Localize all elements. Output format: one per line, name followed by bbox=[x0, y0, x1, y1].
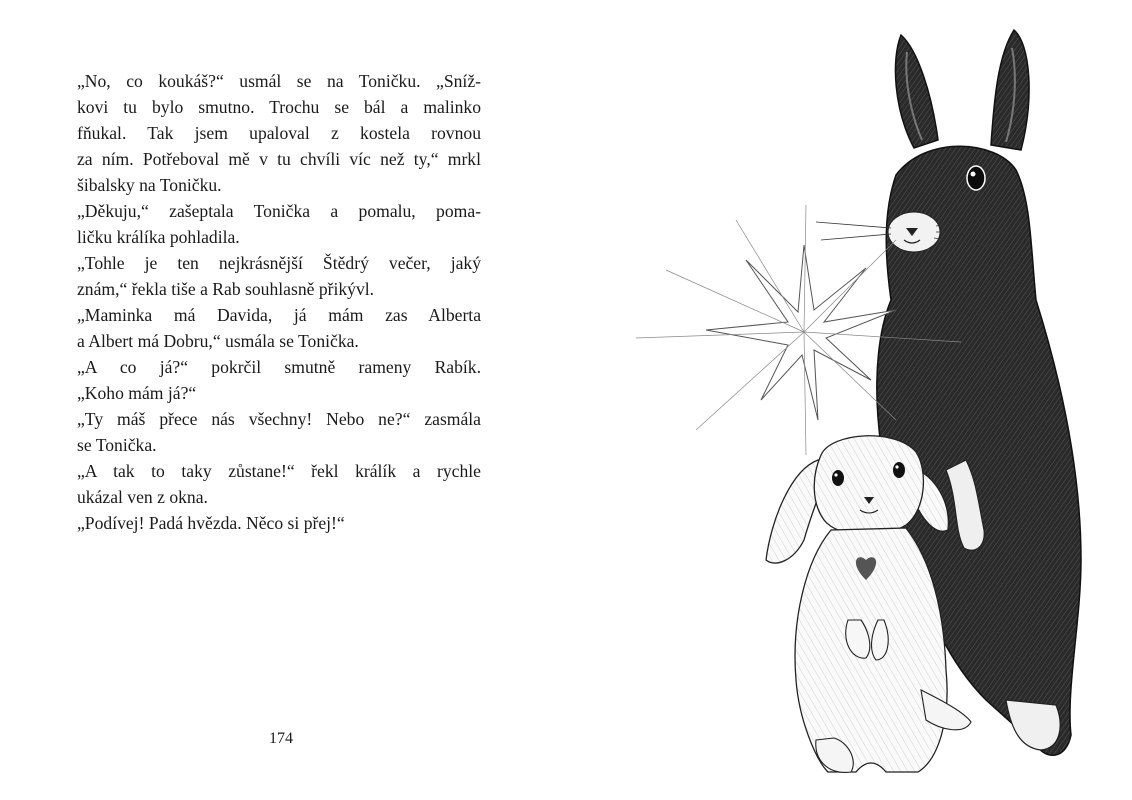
text-line: za ním. Potřeboval mě v tu chvíli víc než ty,“ mrkl bbox=[77, 149, 481, 169]
text-line: se Tonička. bbox=[77, 435, 157, 455]
text-line: fňukal. Tak jsem upaloval z kostela rovnou bbox=[77, 123, 481, 143]
text-line: a Albert má Dobru,“ usmála se Tonička. bbox=[77, 331, 359, 351]
text-line: „Děkuju,“ zašeptala Tonička a pomalu, poma- bbox=[77, 201, 481, 221]
paragraph bbox=[77, 198, 481, 250]
page-number: 174 bbox=[269, 730, 293, 747]
text-line: „Tohle je ten nejkrásnější Štědrý večer, jaký bbox=[77, 253, 481, 273]
text-line: „Maminka má Davida, já mám zas Alberta bbox=[77, 305, 481, 325]
text-line: šibalsky na Toničku. bbox=[77, 175, 222, 195]
paragraph bbox=[77, 250, 481, 302]
right-page bbox=[566, 0, 1132, 800]
text-line: ličku králíka pohladila. bbox=[77, 227, 240, 247]
text-line: „Ty máš přece nás všechny! Nebo ne?“ zasmála bbox=[77, 409, 481, 429]
text-line: „A co já?“ pokrčil smutně rameny Rabík. bbox=[77, 357, 481, 377]
text-line: „Koho mám já?“ bbox=[77, 383, 197, 403]
text-line: ukázal ven z okna. bbox=[77, 487, 208, 507]
paragraph bbox=[77, 406, 481, 458]
text-line: „A tak to taky zůstane!“ řekl králík a rychle bbox=[77, 461, 481, 481]
story-text bbox=[77, 68, 481, 536]
text-line: „No, co koukáš?“ usmál se na Toničku. „Sníž- bbox=[77, 71, 481, 91]
rabbits-illustration bbox=[566, 0, 1132, 800]
text-line: „Podívej! Padá hvězda. Něco si přej!“ bbox=[77, 513, 345, 533]
paragraph bbox=[77, 302, 481, 354]
paragraph bbox=[77, 68, 481, 198]
text-line: kovi tu bylo smutno. Trochu se bál a malinko bbox=[77, 97, 481, 117]
paragraph bbox=[77, 354, 481, 406]
paragraph bbox=[77, 510, 481, 536]
paragraph bbox=[77, 458, 481, 510]
text-line: znám,“ řekla tiše a Rab souhlasně přikývl. bbox=[77, 279, 375, 299]
